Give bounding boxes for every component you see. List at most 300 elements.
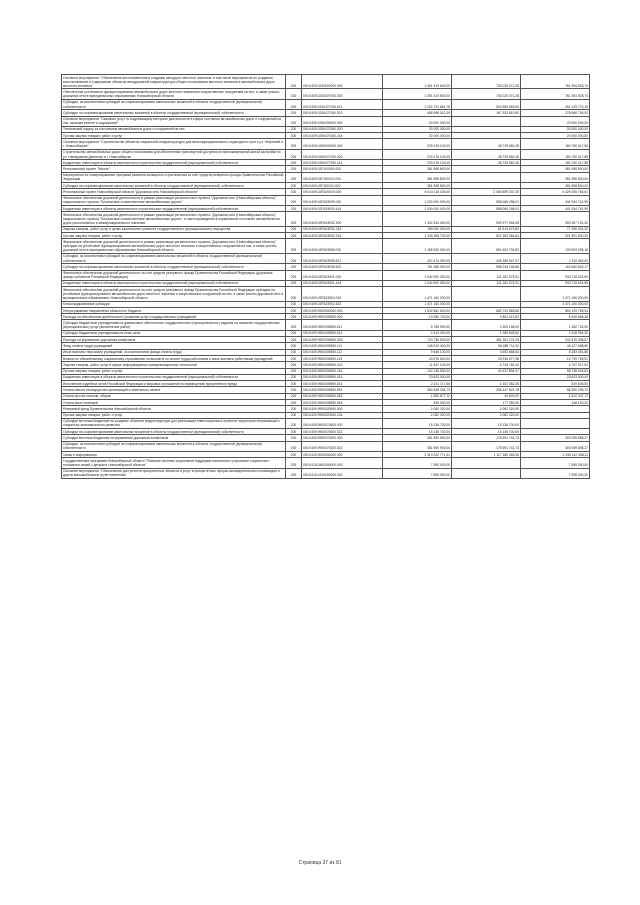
row-kbk-cell: 000.0409.02R153902.000 <box>302 287 383 301</box>
row-executed-cell: 4 692 868,64 <box>452 349 521 355</box>
page-counter: Страница 37 из 81 <box>298 860 342 866</box>
budget-table <box>61 74 590 479</box>
row-approved-cell: 1 532 861 500,00 <box>383 307 452 313</box>
row-remaining-cell: 381 598 800,00 <box>521 172 590 182</box>
row-approved-cell: 381 598 800,00 <box>383 166 452 172</box>
row-executed-cell: 730 025 071,28 <box>452 75 521 89</box>
row-name-cell: Субсидии на софинансирование капитальных вложений в объекты государственной (муниципальной) собственности <box>62 183 286 189</box>
row-code-cell: 200 <box>286 343 302 349</box>
row-approved-cell: 723 736 500,00 <box>383 337 452 343</box>
row-kbk-cell: 000.0409.02R153901.414 <box>302 280 383 286</box>
row-remaining-cell: 49 127 688,80 <box>521 343 590 349</box>
row-kbk-cell: 000.0409.02R100000.000 <box>302 189 383 195</box>
row-name-cell: Обеспечение устойчивого функционирования автомобильных дорог местного значения и искусственных сооружений на них, а также улично-дорожной сети в муниципальных образованиях Новосибирской области <box>62 89 286 99</box>
row-code-cell: 200 <box>286 337 302 343</box>
row-code-cell: 200 <box>286 287 302 301</box>
row-approved-cell: 11 547 100,00 <box>383 362 452 368</box>
row-remaining-cell: 133 903 295,18 <box>521 239 590 253</box>
row-approved-cell: 424 474 000,00 <box>383 253 452 263</box>
row-approved-cell: 1 002 721 861,76 <box>383 99 452 109</box>
row-name-cell: Государственная программа Новосибирской области "Развитие системы социальной поддержки населения и улучшение социального положения семей с детьми в Новосибирской области" <box>62 458 286 468</box>
row-code-cell: 200 <box>286 264 302 270</box>
row-executed-cell: 425 358 547,97 <box>452 253 521 263</box>
row-approved-cell: 233 476 100,00 <box>383 149 452 159</box>
row-approved-cell: 15 136 700,00 <box>383 429 452 435</box>
row-code-cell: 200 <box>286 139 302 149</box>
row-name-cell: Расходы на обеспечение деятельности (оказание услуг) государственных учреждений <box>62 314 286 320</box>
row-remaining-cell: 20 000 000,00 <box>521 116 590 126</box>
row-name-cell: Финансовое обеспечение дорожной деятельности за счет средств резервного фонда Правительства Российской Федерации субсидии на устойчивое функционирование автомобильных дорог местного значения и искусственных сооружений на них, а также улично-дорожной сети в муниципальных образованиях Новосибирской области <box>62 287 286 301</box>
row-code-cell: 200 <box>286 233 302 239</box>
row-kbk-cell: 000.0409.9900020540.244 <box>302 412 383 418</box>
row-remaining-cell: 321 901 820,00 <box>521 233 590 239</box>
row-executed-cell: 851 602 704,82 <box>452 239 521 253</box>
row-approved-cell: 159 000 000,00 <box>383 226 452 232</box>
row-approved-cell: 2 082 320,00 <box>383 412 452 418</box>
row-name-cell: Бюджетные инвестиции в объекты капитального строительства государственной (муниципальной) собственности <box>62 160 286 166</box>
row-kbk-cell: 000.0409.9900005590.831 <box>302 381 383 387</box>
row-executed-cell: 29 230 077,38 <box>452 355 521 361</box>
row-kbk-cell: 000.0409.0240000000.000 <box>302 75 383 89</box>
table-row <box>62 89 590 99</box>
row-remaining-cell: 819 635,00 <box>521 381 590 387</box>
row-executed-cell: 2 082 320,00 <box>452 412 521 418</box>
row-code-cell: 200 <box>286 362 302 368</box>
row-remaining-cell: 303 059 858,27 <box>521 435 590 441</box>
row-code-cell: 200 <box>286 110 302 116</box>
row-remaining-cell: 4 797 317,52 <box>521 362 590 368</box>
row-code-cell: 200 <box>286 441 302 451</box>
row-executed-cell: 682 731 868,56 <box>452 307 521 313</box>
row-kbk-cell: 000.0409.9900005590.244 <box>302 368 383 374</box>
row-approved-cell: 1 302 334 400,00 <box>383 212 452 226</box>
row-remaining-cell: 761 394 528,74 <box>521 89 590 99</box>
row-kbk-cell: 000.0409.0250470250.000 <box>302 126 383 132</box>
row-remaining-cell: 2 318 954,30 <box>521 330 590 336</box>
row-code-cell: 200 <box>286 226 302 232</box>
row-name-cell: Основное мероприятие "Строительство объектов социальной инфраструктуры для многофункционального подъездного пути к ул. Нефтяной в г. Новосибирске" <box>62 139 286 149</box>
row-code-cell: 200 <box>286 429 302 435</box>
row-code-cell: 200 <box>286 458 302 468</box>
row-approved-cell: 15 136 700,00 <box>383 418 452 428</box>
row-code-cell: 200 <box>286 183 302 189</box>
row-remaining-cell: 162 840 843,17 <box>521 264 590 270</box>
row-name-cell: Финансовое обеспечение дорожной деятельности в рамках реализации регионального проекта "Дорожная сеть (Новосибирская область)" национального проекта "Безопасные и качественные автомобильные дороги" <box>62 195 286 205</box>
row-code-cell: 200 <box>286 393 302 399</box>
row-approved-cell: 1 471 160 000,00 <box>383 301 452 307</box>
row-remaining-cell: 184 750 417,55 <box>521 139 590 149</box>
table-row <box>62 253 590 263</box>
row-name-cell: Субсидии бюджетным учреждениям на иные цели <box>62 330 286 336</box>
row-name-cell: Субсидии бюджетным учреждениям на финансовое обеспечение государственного (муниципального) задания на оказание государственных (муниципальных) услуг (выполнение работ) <box>62 320 286 330</box>
row-executed-cell: 178 591 741,73 <box>452 441 521 451</box>
row-approved-cell: 1 044 900 000,00 <box>383 280 452 286</box>
row-approved-cell: 1 143 265 700,00 <box>383 233 452 239</box>
row-executed-cell: 4 303 168,00 <box>452 320 521 330</box>
row-name-cell: Субсидии, за исключением субсидий на софинансирование капитальных вложений в объекты государственной (муниципальной) собственности <box>62 99 286 109</box>
row-kbk-cell: 000.0409.9900005590.852 <box>302 393 383 399</box>
row-executed-cell: 48 725 682,45 <box>452 160 521 166</box>
row-kbk-cell: 000.0409.02R153935.521 <box>302 253 383 263</box>
row-kbk-cell: 000.0409.0260000000.000 <box>302 139 383 149</box>
row-name-cell: Субсидии местным бюджетам на создание объектов инфраструктуры для реализации инвестиционных проектов территории опережающего социально-экономического развития <box>62 418 286 428</box>
row-executed-cell: 3 801 013,52 <box>452 314 521 320</box>
row-approved-cell: 10 350 700,00 <box>383 314 452 320</box>
row-approved-cell: 384 448 334,73 <box>383 387 452 393</box>
row-approved-cell: 233 476 100,00 <box>383 139 452 149</box>
row-kbk-cell: 000.0409.02F100000.000 <box>302 166 383 172</box>
row-approved-cell: 9 546 100,00 <box>383 349 452 355</box>
row-executed-cell: 481 261 101,20 <box>452 337 521 343</box>
row-remaining-cell: 5 253 451,86 <box>521 349 590 355</box>
row-approved-cell: 43 976 500,00 <box>383 355 452 361</box>
row-remaining-cell: 2 196 142 488,11 <box>521 452 590 458</box>
row-code-cell: 200 <box>286 307 302 313</box>
row-approved-cell: 326 000,00 <box>383 399 452 405</box>
row-executed-cell: 1 402 082,28 <box>452 381 521 387</box>
row-remaining-cell: 242 475 398,87 <box>521 337 590 343</box>
row-approved-cell: 233 476 100,00 <box>383 160 452 166</box>
row-code-cell: 200 <box>286 320 302 330</box>
row-code-cell: 200 <box>286 270 302 280</box>
row-remaining-cell: 184 750 417,55 <box>521 160 590 166</box>
row-approved-cell: 20 000 000,00 <box>383 133 452 139</box>
row-name-cell: Прочая закупка товаров, работ и услуг <box>62 368 286 374</box>
row-executed-cell: 542 689 559,50 <box>452 99 521 109</box>
row-name-cell: Расходы на управление дорожным хозяйством <box>62 337 286 343</box>
row-remaining-cell: 184 750 417,55 <box>521 149 590 159</box>
row-name-cell: Уплата иных платежей <box>62 399 286 405</box>
row-executed-cell: 821 363 364,84 <box>452 233 521 239</box>
row-executed-cell: 296 147 824,78 <box>452 387 521 393</box>
row-name-cell: Прочая закупка товаров, работ и услуг <box>62 233 286 239</box>
row-approved-cell: 1 491 419 600,00 <box>383 89 452 99</box>
row-kbk-cell: 000.0409.9900005590.000 <box>302 337 383 343</box>
row-kbk-cell: 000.0409.9900070600.000 <box>302 418 383 428</box>
row-name-cell: Финансовое обеспечение дорожной деятельности в рамках реализации регионального проекта "Дорожная сеть (Новосибирская область)" субсидии на устойчивое функционирование автомобильных дорог местного значения и искусственных сооружений на них, а также улично-дорожной сети в муниципальных образованиях Новосибирской области <box>62 239 286 253</box>
row-code-cell: 200 <box>286 133 302 139</box>
row-executed-cell: 730 025 071,28 <box>452 89 521 99</box>
row-name-cell: Субсидии на софинансирование капитальных вложений в объекты государственной (муниципальной) собственности <box>62 264 286 270</box>
table-row <box>62 320 590 330</box>
row-executed-cell: 111 181 375,31 <box>452 270 521 280</box>
row-name-cell: Закупка товаров, работ, услуг в целях капитального ремонта государственного (муниципального) имущества <box>62 226 286 232</box>
row-executed-cell: 81 613 673,84 <box>452 226 521 232</box>
row-kbk-cell: 000.0409.02R153902.523 <box>302 301 383 307</box>
row-remaining-cell: 933 718 624,69 <box>521 270 590 280</box>
table-row <box>62 195 590 205</box>
row-executed-cell: 558 065 258,01 <box>452 195 521 205</box>
row-remaining-cell: 14 739 789,01 <box>521 355 590 361</box>
table-row <box>62 116 590 126</box>
row-name-cell: Уплата налога на имущество организаций и земельного налога <box>62 387 286 393</box>
row-remaining-cell: 1 471 160 000,00 <box>521 287 590 301</box>
row-remaining-cell: 441 934 741,99 <box>521 206 590 212</box>
row-code-cell: 200 <box>286 374 302 380</box>
row-name-cell: Резервный фонд Правительства Новосибирской области <box>62 406 286 412</box>
row-remaining-cell <box>521 418 590 428</box>
row-kbk-cell: 000.0409.0250000000.000 <box>302 116 383 126</box>
row-code-cell: 200 <box>286 349 302 355</box>
row-remaining-cell: 1 482 732,00 <box>521 320 590 330</box>
row-kbk-cell: 000.0409.02F150210.000 <box>302 172 383 182</box>
table-row <box>62 270 590 280</box>
row-remaining-cell: 148 150,00 <box>521 399 590 405</box>
row-code-cell: 200 <box>286 330 302 336</box>
row-approved-cell: 23 623 000,00 <box>383 374 452 380</box>
row-kbk-cell: 000.0409.9900020540.000 <box>302 406 383 412</box>
table-row <box>62 468 590 478</box>
row-kbk-cell: 000.0409.02R153930.414 <box>302 206 383 212</box>
row-remaining-cell: 451 129 770,15 <box>521 99 590 109</box>
row-kbk-cell: 000.0409.0260470760.414 <box>302 160 383 166</box>
row-code-cell: 200 <box>286 239 302 253</box>
row-name-cell: Прочая закупка товаров, работ и услуг <box>62 133 286 139</box>
row-remaining-cell: 58 738 605,63 <box>521 368 590 374</box>
row-kbk-cell: 000.0409.02R15393Z.243 <box>302 226 383 232</box>
row-executed-cell: 178 591 741,73 <box>452 435 521 441</box>
row-kbk-cell: 000.0409.0240470760.000 <box>302 89 383 99</box>
row-approved-cell: 7 595 000,00 <box>383 458 452 468</box>
row-remaining-cell: 77 455 331,32 <box>521 226 590 232</box>
row-executed-cell: 558 065 258,01 <box>452 206 521 212</box>
row-executed-cell <box>452 458 521 468</box>
table-row <box>62 441 590 451</box>
row-code-cell: 200 <box>286 435 302 441</box>
row-executed-cell: 48 725 682,45 <box>452 149 521 159</box>
row-remaining-cell: 933 718 624,69 <box>521 280 590 286</box>
row-name-cell: Бюджетные инвестиции в объекты капитального строительства государственной (муниципальной) собственности <box>62 374 286 380</box>
row-kbk-cell: 000.0409.9900070920.000 <box>302 435 383 441</box>
row-code-cell: 200 <box>286 166 302 172</box>
row-approved-cell: 2 082 320,00 <box>383 406 452 412</box>
row-code-cell: 200 <box>286 452 302 458</box>
row-executed-cell: 900 977 054,06 <box>452 212 521 226</box>
row-kbk-cell: 000.0409.02R153935.522 <box>302 264 383 270</box>
table-row <box>62 287 590 301</box>
row-code-cell: 200 <box>286 126 302 132</box>
row-executed-cell: 177 350,00 <box>452 399 521 405</box>
row-kbk-cell: 000.0409.02R153901.000 <box>302 270 383 280</box>
row-kbk-cell: 000.0409.0240470760.521 <box>302 99 383 109</box>
row-code-cell: 200 <box>286 149 302 159</box>
row-executed-cell: 111 181 375,31 <box>452 280 521 286</box>
row-name-cell: Исполнение судебных актов Российской Федерации и мировых соглашений по возмещению причиненного вреда <box>62 381 286 387</box>
row-name-cell: Консолидированные субсидии <box>62 301 286 307</box>
row-executed-cell: 2 084 859 037,39 <box>452 189 521 195</box>
row-code-cell: 200 <box>286 399 302 405</box>
row-name-cell: Субсидии, за исключением субсидий на софинансирование капитальных вложений в объекты государственной (муниципальной) собственности <box>62 253 286 263</box>
row-code-cell: 200 <box>286 89 302 99</box>
row-code-cell: 200 <box>286 212 302 226</box>
row-approved-cell: 20 000 000,00 <box>383 126 452 132</box>
table-row <box>62 139 590 149</box>
row-name-cell: Финансовое обеспечение дорожной деятельности в рамках реализации регионального проекта "Дорожная сеть (Новосибирская область)" национального проекта "Безопасные и качественные автомобильные дороги", в части приведения в нормативное состояние автомобильных дорог регионального и межмуниципального значения <box>62 212 286 226</box>
row-kbk-cell: 000.0409.9900005590.112 <box>302 349 383 355</box>
table-row <box>62 149 590 159</box>
row-approved-cell: 7 595 000,00 <box>383 468 452 478</box>
row-executed-cell: 15 136 700,00 <box>452 418 521 428</box>
row-approved-cell: 481 590 900,00 <box>383 441 452 451</box>
row-name-cell: Региональный проект "Жилье" <box>62 166 286 172</box>
row-kbk-cell: 000.0409.9900005590.851 <box>302 387 383 393</box>
row-remaining-cell: 88 300 295,73 <box>521 387 590 393</box>
row-remaining-cell: 23 623 000,00 <box>521 374 590 380</box>
row-remaining-cell: 303 059 858,27 <box>521 441 590 451</box>
row-kbk-cell: 000.0409.9900005590.111 <box>302 343 383 349</box>
row-remaining-cell: 390 357 151,32 <box>521 212 590 226</box>
row-approved-cell: 481 590 900,00 <box>383 435 452 441</box>
row-name-cell: Технический надзор за состоянием автомобильных дорог и сооружений на них <box>62 126 286 132</box>
row-kbk-cell: 000.0409.02R153935.000 <box>302 239 383 253</box>
row-remaining-cell: 850 129 755,44 <box>521 307 590 313</box>
table-row <box>62 212 590 226</box>
row-code-cell: 200 <box>286 301 302 307</box>
row-code-cell: 200 <box>286 412 302 418</box>
row-remaining-cell: 6 549 686,48 <box>521 314 590 320</box>
row-name-cell: Мероприятия по стимулированию программ развития жилищного строительства за счет средств резервного фонда Правительства Российской Федерации <box>62 172 286 182</box>
row-kbk-cell: 000.0409.02F150210.522 <box>302 183 383 189</box>
table-row <box>62 418 590 428</box>
row-executed-cell: 6 749 782,42 <box>452 362 521 368</box>
row-executed-cell: 598 245 156,85 <box>452 264 521 270</box>
row-executed-cell: 48 725 682,45 <box>452 139 521 149</box>
row-kbk-cell: 000.0409.9900005590.414 <box>302 374 383 380</box>
row-name-cell: Бюджетные инвестиции в объекты капитального строительства государственной (муниципальной) собственности <box>62 280 286 286</box>
row-name-cell: Основное мероприятие "Оказание услуг по надлежащему контролю деятельности в сфере состояния автомобильных дорог и сооружений на них, включая ремонт и содержание" <box>62 116 286 126</box>
row-name-cell: Закупка товаров, работ, услуг в сфере информационно-коммуникационных технологий <box>62 362 286 368</box>
row-approved-cell: 1 491 419 600,00 <box>383 75 452 89</box>
row-approved-cell: 381 598 800,00 <box>383 172 452 182</box>
row-approved-cell: 761 085 000,00 <box>383 264 452 270</box>
row-approved-cell: 6 414 116 425,00 <box>383 189 452 195</box>
row-name-cell: Взносы по обязательному социальному страхованию на выплаты по оплате труда работников и иные выплаты работникам учреждений <box>62 355 286 361</box>
row-remaining-cell: 7 595 000,00 <box>521 468 590 478</box>
row-code-cell: 200 <box>286 75 302 89</box>
row-executed-cell: 40 540,00 <box>452 393 521 399</box>
row-code-cell: 200 <box>286 381 302 387</box>
row-approved-cell: 1 000 000 000,00 <box>383 206 452 212</box>
row-code-cell: 200 <box>286 387 302 393</box>
row-remaining-cell: 4 329 255 766,61 <box>521 189 590 195</box>
row-kbk-cell: 000.0409.9900070600.522 <box>302 429 383 435</box>
row-remaining-cell: 1 471 160 000,00 <box>521 301 590 307</box>
row-name-cell: Прочая закупка товаров, работ и услуг <box>62 412 286 418</box>
row-approved-cell: 4 414 400,00 <box>383 330 452 336</box>
row-kbk-cell: 000.0409.02R15393Z.244 <box>302 233 383 239</box>
row-kbk-cell: 000.0409.0250470250.244 <box>302 133 383 139</box>
row-code-cell: 200 <box>286 314 302 320</box>
row-kbk-cell: 000.0409.9900005590.119 <box>302 355 383 361</box>
row-code-cell: 200 <box>286 406 302 412</box>
row-name-cell: Уплата прочих налогов, сборов <box>62 393 286 399</box>
row-name-cell: Строительство автомобильных дорог общего пользования для обеспечения транспортной доступности многоквартирной жилой застройки по ул. Немировича-Данченко в г. Новосибирске <box>62 149 286 159</box>
row-name-cell: Основное мероприятие "Обеспечение восстановления и создания автодорог местного значения, в том числе мероприятия по созданию, восстановлению и содержанию объектов автодорожной инфраструктуры общего пользования местного значения в автомобильных дорог местного значения" <box>62 75 286 89</box>
row-kbk-cell: 000.0409.9900005590.242 <box>302 362 383 368</box>
row-approved-cell: 1 471 160 000,00 <box>383 287 452 301</box>
report-page <box>61 74 588 479</box>
row-remaining-cell: 20 000 000,00 <box>521 133 590 139</box>
row-code-cell: 200 <box>286 160 302 166</box>
row-code-cell: 200 <box>286 99 302 109</box>
row-name-cell: Субсидии на софинансирование капитальных вложений в объекты государственной (муниципальной) собственности <box>62 429 286 435</box>
row-approved-cell: 3 313 322 771,41 <box>383 452 452 458</box>
row-remaining-cell: 441 934 741,99 <box>521 195 590 205</box>
row-approved-cell: 488 998 312,29 <box>383 110 452 116</box>
row-executed-cell <box>452 468 521 478</box>
row-remaining-cell: 381 598 800,00 <box>521 166 590 172</box>
row-remaining-cell: 278 666 746,92 <box>521 110 590 116</box>
row-name-cell: Субсидии на софинансирование капитальных вложений в объекты государственной (муниципальной) собственности <box>62 110 286 116</box>
row-name-cell: Субсидии, за исключением субсидий на софинансирование капитальных вложений в объекты государственной (муниципальной) собственности <box>62 441 286 451</box>
budget-table-body <box>62 75 590 479</box>
row-kbk-cell: 000.0409.0260470760.000 <box>302 149 383 159</box>
row-executed-cell: 1 955 845,52 <box>452 330 521 336</box>
row-name-cell: Региональный проект Новосибирской области "Дорожная сеть Новосибирской области" <box>62 189 286 195</box>
row-name-cell: Бюджетные инвестиции в объекты капитального строительства государственной (муниципальной) собственности <box>62 206 286 212</box>
row-approved-cell: 102 136 500,00 <box>383 368 452 374</box>
row-remaining-cell: 381 598 800,00 <box>521 183 590 189</box>
row-approved-cell: 20 000 000,00 <box>383 116 452 126</box>
row-executed-cell <box>452 116 521 126</box>
row-remaining-cell: 7 595 000,00 <box>521 458 590 468</box>
row-code-cell: 200 <box>286 206 302 212</box>
row-approved-cell: 2 221 717,66 <box>383 381 452 387</box>
row-kbk-cell: 000.0409.9900005590.612 <box>302 330 383 336</box>
row-executed-cell: 1 117 180 283,30 <box>452 452 521 458</box>
row-code-cell: 200 <box>286 418 302 428</box>
row-executed-cell: 96 485 711,20 <box>452 343 521 349</box>
row-executed-cell: 2 082 320,00 <box>452 406 521 412</box>
row-approved-cell: 5 785 900,00 <box>383 320 452 330</box>
row-kbk-cell: 000.0409.9900070920.521 <box>302 441 383 451</box>
row-name-cell: Непрограммные направления областного бюджета <box>62 307 286 313</box>
row-remaining-cell: 1 512 337,72 <box>521 393 590 399</box>
row-approved-cell: 381 598 800,00 <box>383 183 452 189</box>
row-name-cell: Субсидии местным бюджетам на управление дорожным хозяйством <box>62 435 286 441</box>
row-approved-cell: 1 185 520 000,00 <box>383 239 452 253</box>
row-code-cell: 200 <box>286 172 302 182</box>
row-executed-cell: 187 332 510,50 <box>452 110 521 116</box>
row-code-cell: 200 <box>286 280 302 286</box>
row-kbk-cell: 000.0409.9900005590.853 <box>302 399 383 405</box>
table-row <box>62 99 590 109</box>
row-code-cell: 200 <box>286 195 302 205</box>
row-kbk-cell: 000.0410.0000000000.000 <box>302 452 383 458</box>
row-name-cell: Иные выплаты персоналу учреждений, за исключением фонда оплаты труда <box>62 349 286 355</box>
row-kbk-cell: 000.0409.9900005590.611 <box>302 320 383 330</box>
row-code-cell: 200 <box>286 116 302 126</box>
row-code-cell: 200 <box>286 468 302 478</box>
row-code-cell: 200 <box>286 355 302 361</box>
table-row <box>62 458 590 468</box>
row-kbk-cell: 000.0409.9900000000.000 <box>302 307 383 313</box>
row-approved-cell: 1 044 900 000,00 <box>383 270 452 280</box>
row-kbk-cell: 000.0409.02R15393Z.000 <box>302 212 383 226</box>
row-remaining-cell: 20 000 000,00 <box>521 126 590 132</box>
row-kbk-cell: 000.0410.0410000000.000 <box>302 468 383 478</box>
row-name-cell: Фонд оплаты труда учреждений <box>62 343 286 349</box>
row-remaining-cell: 1 115 452,00 <box>521 253 590 263</box>
row-code-cell: 200 <box>286 189 302 195</box>
row-approved-cell: 145 613 400,00 <box>383 343 452 349</box>
row-executed-cell: 15 136 700,00 <box>452 429 521 435</box>
row-kbk-cell: 000.0409.02R153930.000 <box>302 195 383 205</box>
table-row <box>62 75 590 89</box>
row-executed-cell <box>452 287 521 301</box>
row-executed-cell: 43 437 894,37 <box>452 368 521 374</box>
row-kbk-cell: 000.0410.0400000000.000 <box>302 458 383 468</box>
